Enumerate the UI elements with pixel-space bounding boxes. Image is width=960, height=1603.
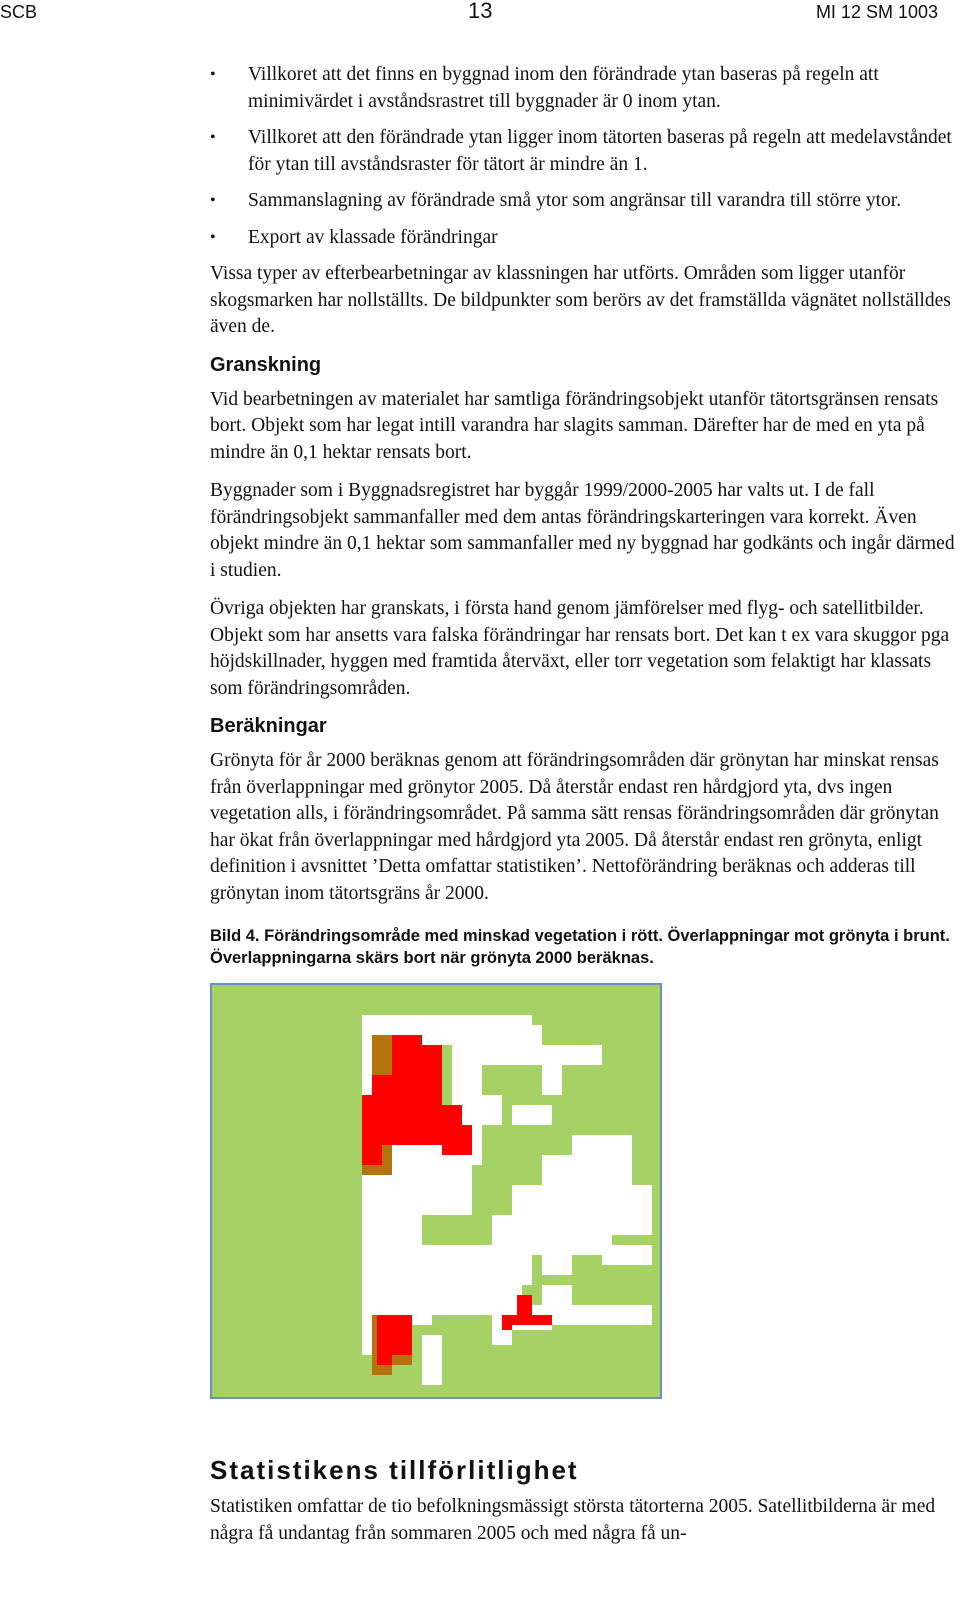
road-white [602,1245,652,1265]
paragraph: Grönyta för år 2000 beräknas genom att förändringsområden där grönytan har minskat rensas från överlappningar med grönytor 2005. Då återstår endast ren hårdgjord yta, dvs ingen vegetation alls, i förändringsområdet. På samma sätt rensas förändringsområden där grönytan har ökat från överlappningar med hårdgjord yta 2005. Då återstår endast ren grönyta, enligt definition i avsnittet ’Detta omfattar statistiken’. Nettoförändring beräknas och adderas till grönytan inom tätortsgräns år 2000. [210,750,939,904]
paragraph: Byggnader som i Byggnadsregistret har byggår 1999/2000-2005 har valts ut. I de fall förändringsobjekt sammanfaller med dem antas förändringskarteringen vara korrekt. Även objekt mindre än 0,1 hektar som sammanfaller med ny byggnad har godkänts och ingår därmed i studien. [210,480,955,581]
bullet-icon: • [210,192,216,209]
heading-berakningar: Beräkningar [210,715,327,737]
change-map-figure [210,983,662,1399]
road-white [422,1335,442,1385]
bullet-icon: • [210,129,216,146]
road-white [512,1105,552,1125]
bullet-icon: • [210,228,216,246]
heading-granskning: Granskning [210,353,322,376]
bullet-list [210,62,955,251]
paragraph: Statistiken omfattar de tio befolkningsmässigt största tätorterna 2005. Satellitbilderna är med några få undantag från sommaren 2005 och med några få un- [210,1496,936,1544]
list-item: • Villkoret att det finns en byggnad inom den förändrade ytan baseras på regeln att minimivärdet i avståndsrastret till byggnader är 0 inom ytan. [210,64,879,112]
paragraph-efterbearbetning: Vissa typer av efterbearbetningar av klassningen har utförts. Områden som ligger utanför skogsmarken har nollställts. De bildpunkter som berörs av det framställda vägnätet nollställdes även de. [210,263,951,337]
list-item: • Export av klassade förändringar [210,225,955,252]
road-white [542,1245,572,1275]
bullet-icon: • [210,66,216,83]
header-right: MI 12 SM 1003 [815,2,938,22]
paragraph: Övriga objekten har granskats, i första hand genom jämförelser med flyg- och satellitbilder. Objekt som har ansetts vara falska förändringar har rensats bort. Det kan t ex vara skuggor pga höjdskillnader, hyggen med framtida återväxt, eller torr vegetation som felaktigt har klassats som förändringsområden. [210,598,950,699]
figure-caption: Bild 4. Förändringsområde med minskad vegetation i rött. Överlappningar mot grönyta i brunt. Överlappningarna skärs bort när grönyta 2000 beräknas. [210,927,950,967]
header-left: SCB [0,2,38,22]
paragraph: Vid bearbetningen av materialet har samtliga förändringsobjekt utanför tätortsgränsen rensats bort. Objekt som har legat intill varandra har slagits samman. Därefter har de med en yta på mindre än 0,1 hektar rensats bort. [210,388,939,463]
list-item: • Sammanslagning av förändrade små ytor som angränsar till varandra till större ytor. [210,188,955,215]
heading-tillforlitlighet: Statistikens tillförlitlighet [210,1455,579,1485]
list-item: • Villkoret att den förändrade ytan ligger inom tätorten baseras på regeln att medelavståndet för ytan till avståndsraster för tätort är mindre än 1. [210,127,952,175]
page-content [210,62,955,1559]
change-map-raster [212,985,660,1397]
page-number: 13 [468,0,493,23]
